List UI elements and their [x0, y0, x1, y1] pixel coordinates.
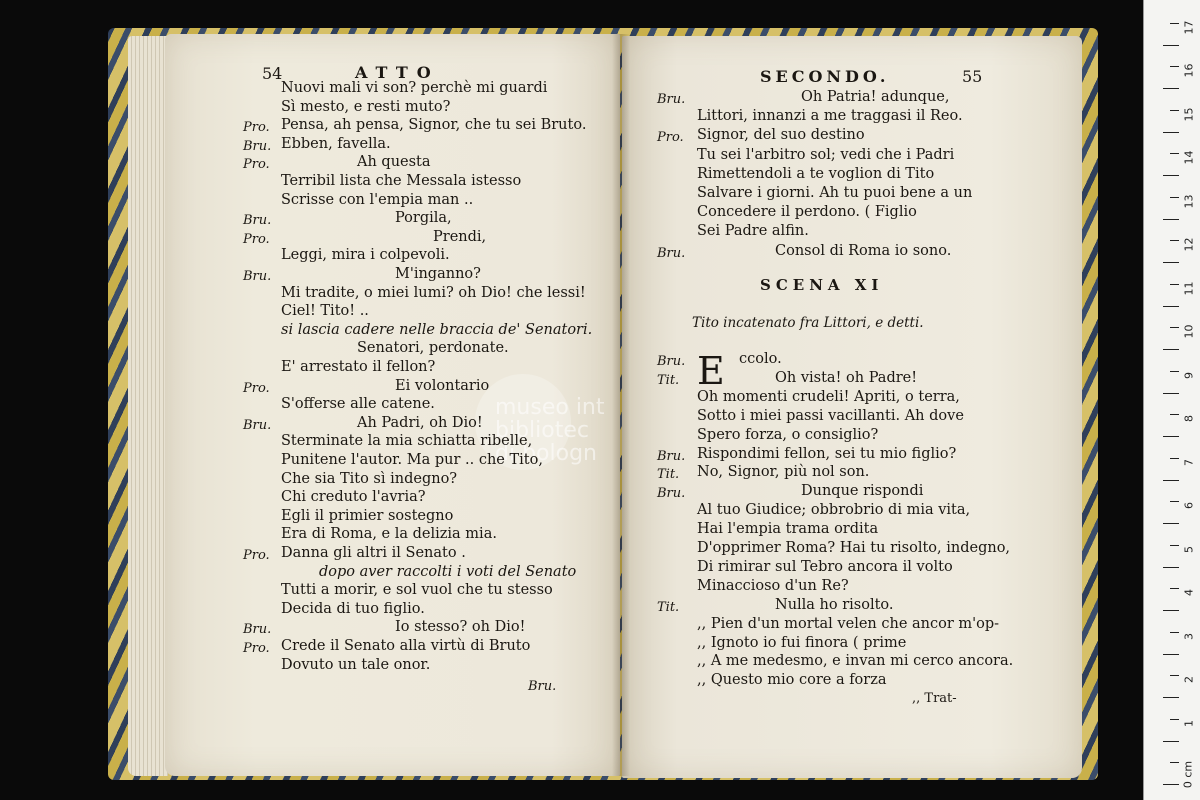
speaker-label: Bru.: [657, 245, 686, 261]
verse-line: Dovuto un tale onor.: [281, 656, 431, 673]
ruler-tick: [1163, 306, 1179, 307]
speaker-label: Bru.: [243, 269, 272, 284]
verse-line: ccolo.: [739, 351, 782, 367]
right-page-number: 55: [962, 67, 983, 86]
watermark-line: di bologn: [495, 441, 597, 467]
verse-line: Ciel! Tito! ..: [281, 303, 369, 320]
verse-line: Hai l'empia trama ordita: [697, 521, 879, 538]
ruler-tick: [1163, 219, 1179, 220]
verse-line: Mi tradite, o miei lumi? oh Dio! che lessi!: [281, 284, 586, 301]
ruler-tick: [1170, 110, 1179, 111]
ruler-tick: [1170, 66, 1179, 67]
ruler-tick: [1163, 175, 1179, 176]
ruler-tick: [1170, 588, 1179, 589]
verse-line: ,, Ignoto io fui finora ( prime: [697, 634, 907, 651]
verse-line: Egli il primier sostegno: [281, 507, 454, 524]
verse-line: D'opprimer Roma? Hai tu risolto, indegno,: [697, 540, 1011, 556]
ruler-tick: [1170, 153, 1179, 154]
ruler-label: 3: [1182, 632, 1196, 640]
page-edges: [128, 36, 168, 776]
verse-line: M'inganno?: [395, 266, 481, 282]
ruler-label: 10: [1182, 324, 1196, 339]
ruler-tick: [1170, 371, 1179, 372]
speaker-label: Bru.: [657, 354, 686, 369]
speaker-label: Bru.: [243, 138, 272, 154]
verse-line: S'offerse alle catene.: [281, 396, 435, 413]
speaker-label: Bru.: [243, 213, 272, 229]
ruler-tick: [1170, 719, 1179, 720]
drop-cap: E: [697, 349, 725, 393]
verse-line: Pensa, ah pensa, Signor, che tu sei Bruto.: [281, 117, 587, 134]
verse-line: Terribil lista che Messala istesso: [281, 173, 522, 189]
verse-line: Porgila,: [395, 210, 452, 227]
ruler-tick: [1170, 197, 1179, 198]
speaker-label: Tit.: [657, 467, 680, 483]
speaker-label: Bru.: [243, 417, 272, 433]
speaker-label: Bru.: [243, 622, 272, 638]
ruler-tick: [1170, 458, 1179, 459]
verse-line: Sterminate la mia schiatta ribelle,: [281, 433, 533, 450]
verse-line: Nuovi mali vi son? perchè mi guardi: [281, 80, 548, 96]
ruler-tick: [1163, 784, 1179, 785]
verse-line: Prendi,: [433, 228, 487, 245]
ruler-label: 17: [1182, 20, 1196, 34]
verse-line: Rispondimi fellon, sei tu mio figlio?: [697, 445, 957, 462]
stage-direction: Tito incatenato fra Littori, e detti.: [692, 315, 924, 331]
verse-line: Spero forza, o consiglio?: [697, 426, 879, 443]
verse-line: Che sia Tito sì indegno?: [281, 470, 458, 487]
ruler-label: 7: [1182, 458, 1196, 466]
verse-line: Scrisse con l'empia man ..: [281, 191, 474, 208]
verse-line: Oh momenti crudeli! Apriti, o terra,: [697, 388, 960, 405]
verse-line: Crede il Senato alla virtù di Bruto: [281, 638, 531, 654]
watermark-line: museo int: [495, 395, 605, 420]
verse-line: Chi creduto l'avria?: [281, 489, 426, 506]
verse-line: Rimettendoli a te voglion di Tito: [697, 165, 935, 182]
verse-line: Salvare i giorni. Ah tu puoi bene a un: [697, 185, 973, 201]
ruler-label: 2: [1182, 676, 1196, 683]
ruler-label: 9: [1182, 371, 1196, 379]
ruler-tick: [1163, 436, 1179, 437]
verse-line: Minaccioso d'un Re?: [697, 577, 849, 594]
book-gutter: [612, 34, 630, 776]
verse-line: Littori, innanzi a me traggasi il Reo.: [697, 108, 963, 125]
ruler-tick: [1163, 262, 1179, 263]
speaker-label: Pro.: [243, 548, 270, 563]
verse-line: Oh Patria! adunque,: [801, 89, 950, 105]
verse-line: No, Signor, più nol son.: [697, 464, 870, 481]
ruler-label: 16: [1182, 63, 1196, 78]
verse-line: Sotto i miei passi vacillanti. Ah dove: [697, 407, 964, 424]
verse-line: Sei Padre alfin.: [697, 223, 809, 240]
verse-line: ,, A me medesmo, e invan mi cerco ancora.: [697, 653, 1014, 670]
ruler-tick: [1170, 414, 1179, 415]
speaker-label: Pro.: [243, 120, 270, 136]
speaker-label: Tit.: [657, 372, 680, 388]
ruler-tick: [1163, 741, 1179, 742]
verse-line: ,, Questo mio core a forza: [697, 672, 887, 689]
speaker-label: Bru.: [657, 486, 686, 502]
verse-line: Leggi, mira i colpevoli.: [281, 247, 450, 264]
ruler-label: 11: [1182, 281, 1196, 295]
ruler-tick: [1170, 762, 1179, 763]
speaker-label: Bru.: [657, 92, 686, 107]
ruler-tick: [1170, 23, 1179, 24]
ruler-tick: [1163, 132, 1179, 133]
ruler-label: 5: [1182, 545, 1196, 553]
ruler-tick: [1170, 284, 1179, 285]
verse-line: Consol di Roma io sono.: [775, 242, 952, 259]
ruler-tick: [1163, 393, 1179, 394]
verse-line: Sì mesto, e resti muto?: [281, 98, 451, 115]
speaker-label: Bru.: [657, 448, 686, 464]
verse-line: Danna gli altri il Senato .: [281, 545, 466, 561]
ruler-tick: [1163, 523, 1179, 524]
ruler-tick: [1170, 501, 1179, 502]
verse-line: E' arrestato il fellon?: [281, 359, 436, 375]
ruler-tick: [1163, 349, 1179, 350]
verse-line: Concedere il perdono. ( Figlio: [697, 204, 917, 221]
verse-line: Tutti a morir, e sol vuol che tu stesso: [281, 582, 553, 599]
speaker-label: Pro.: [243, 157, 270, 173]
left-catchword: Bru.: [528, 679, 557, 694]
ruler-tick: [1163, 697, 1179, 698]
stage-direction-line: si lascia cadere nelle braccia de' Senatori.: [281, 321, 593, 338]
ruler-label: 6: [1182, 502, 1196, 509]
measuring-ruler: [1143, 0, 1200, 800]
verse-line: Oh vista! oh Padre!: [775, 369, 918, 386]
verse-line: Era di Roma, e la delizia mia.: [281, 526, 497, 543]
ruler-tick: [1170, 675, 1179, 676]
verse-line: Tu sei l'arbitro sol; vedi che i Padri: [697, 146, 955, 163]
verse-line: Io stesso? oh Dio!: [395, 619, 526, 636]
stage-direction-line: dopo aver raccolti i voti del Senato: [319, 563, 577, 580]
ruler-label: 1: [1182, 719, 1196, 727]
verse-line: Dunque rispondi: [801, 483, 924, 500]
ruler-label: 13: [1182, 194, 1196, 208]
left-running-header: ATTO: [355, 63, 440, 82]
ruler-tick: [1163, 654, 1179, 655]
verse-line: Signor, del suo destino: [697, 127, 865, 144]
ruler-tick: [1170, 327, 1179, 328]
verse-line: Decida di tuo figlio.: [281, 600, 425, 617]
ruler-tick: [1163, 610, 1179, 611]
ruler-tick: [1170, 632, 1179, 633]
ruler-label: 0 cm: [1181, 760, 1195, 789]
verse-line: Al tuo Giudice; obbrobrio di mia vita,: [697, 502, 971, 519]
ruler-label: 15: [1182, 107, 1196, 121]
verse-line: Ah questa: [357, 154, 431, 171]
ruler-tick: [1170, 240, 1179, 241]
ruler-tick: [1163, 480, 1179, 481]
speaker-label: Pro.: [243, 231, 270, 247]
verse-line: Senatori, perdonate.: [357, 340, 509, 357]
left-page-number: 54: [262, 64, 283, 83]
verse-line: ,, Pien d'un mortal velen che ancor m'op-: [697, 615, 1000, 632]
ruler-label: 4: [1182, 589, 1196, 596]
verse-line: Punitene l'autor. Ma pur .. che Tito,: [281, 452, 543, 468]
speaker-label: Pro.: [243, 641, 270, 656]
speaker-label: Pro.: [657, 130, 684, 146]
ruler-tick: [1163, 88, 1179, 89]
ruler-label: 8: [1182, 415, 1196, 422]
ruler-tick: [1170, 545, 1179, 546]
right-running-header: SECONDO.: [760, 67, 890, 86]
ruler-tick: [1163, 45, 1179, 46]
scene-title: SCENA XI: [760, 276, 884, 294]
verse-line: Ebben, favella.: [281, 135, 391, 152]
verse-line: Nulla ho risolto.: [775, 596, 894, 613]
speaker-label: Tit.: [657, 599, 680, 615]
ruler-label: 14: [1182, 150, 1196, 165]
watermark-line: bibliotec: [495, 418, 589, 444]
speaker-label: Pro.: [243, 380, 270, 396]
ruler-tick: [1163, 567, 1179, 568]
ruler-label: 12: [1182, 237, 1196, 252]
right-catchword: ,, Trat-: [912, 691, 957, 706]
verse-line: Ei volontario: [395, 377, 490, 394]
verse-line: Di rimirar sul Tebro ancora il volto: [697, 558, 953, 575]
verse-line: Ah Padri, oh Dio!: [357, 414, 483, 431]
